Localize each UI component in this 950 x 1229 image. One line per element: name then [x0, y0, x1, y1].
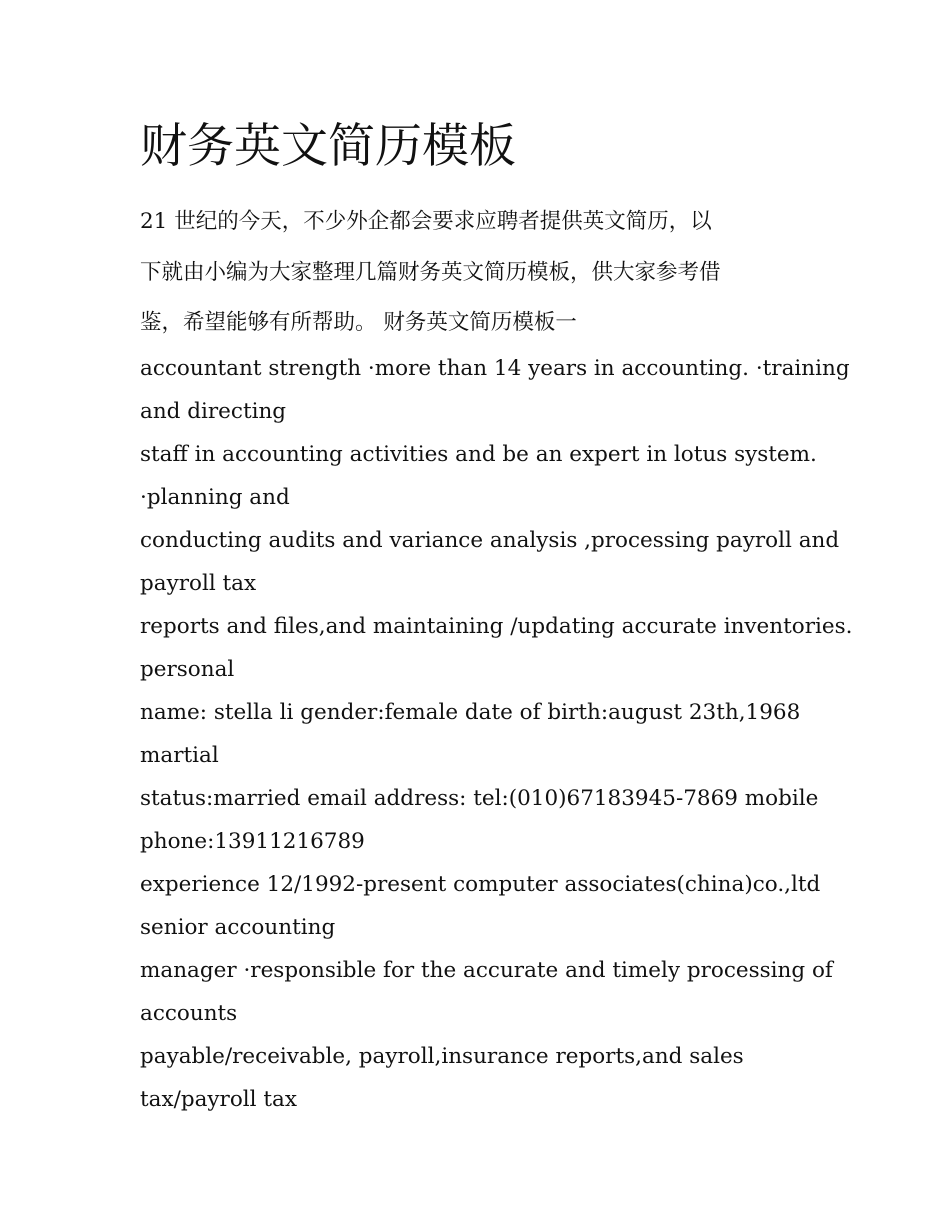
body-line: ·planning and [140, 485, 290, 510]
intro-line: 21 世纪的今天，不少外企都会要求应聘者提供英文简历，以 [140, 209, 712, 234]
resume-body [140, 347, 853, 1121]
intro-line: 鉴，希望能够有所帮助。 财务英文简历模板一 [140, 310, 577, 335]
body-line: reports and files,and maintaining /updating accurate inventories. [140, 614, 853, 639]
body-line: status:married email address: tel:(010)67183945-7869 mobile [140, 786, 819, 811]
body-line: payable/receivable, payroll,insurance reports,and sales [140, 1044, 744, 1069]
document-title: 财务英文简历模板 [140, 119, 516, 174]
body-line: senior accounting [140, 915, 336, 940]
body-line: payroll tax [140, 571, 257, 596]
body-line: martial [140, 743, 219, 768]
body-line: manager ·responsible for the accurate and timely processing of [140, 958, 833, 983]
body-line: staff in accounting activities and be an expert in lotus system. [140, 442, 817, 467]
body-line: conducting audits and variance analysis ,processing payroll and [140, 528, 840, 553]
intro-line: 下就由小编为大家整理几篇财务英文简历模板，供大家参考借 [140, 259, 721, 285]
body-line: phone:13911216789 [140, 829, 365, 854]
intro-paragraph [140, 197, 820, 349]
body-line: accounts [140, 1001, 238, 1026]
body-line: accountant strength ·more than 14 years in accounting. ·training [140, 356, 850, 381]
body-line: name: stella li gender:female date of birth:august 23th,1968 [140, 700, 801, 725]
body-line: experience 12/1992-present computer associates(china)co.,ltd [140, 872, 821, 897]
body-line: personal [140, 657, 235, 682]
body-line: and directing [140, 399, 287, 424]
body-line: tax/payroll tax [140, 1087, 297, 1112]
